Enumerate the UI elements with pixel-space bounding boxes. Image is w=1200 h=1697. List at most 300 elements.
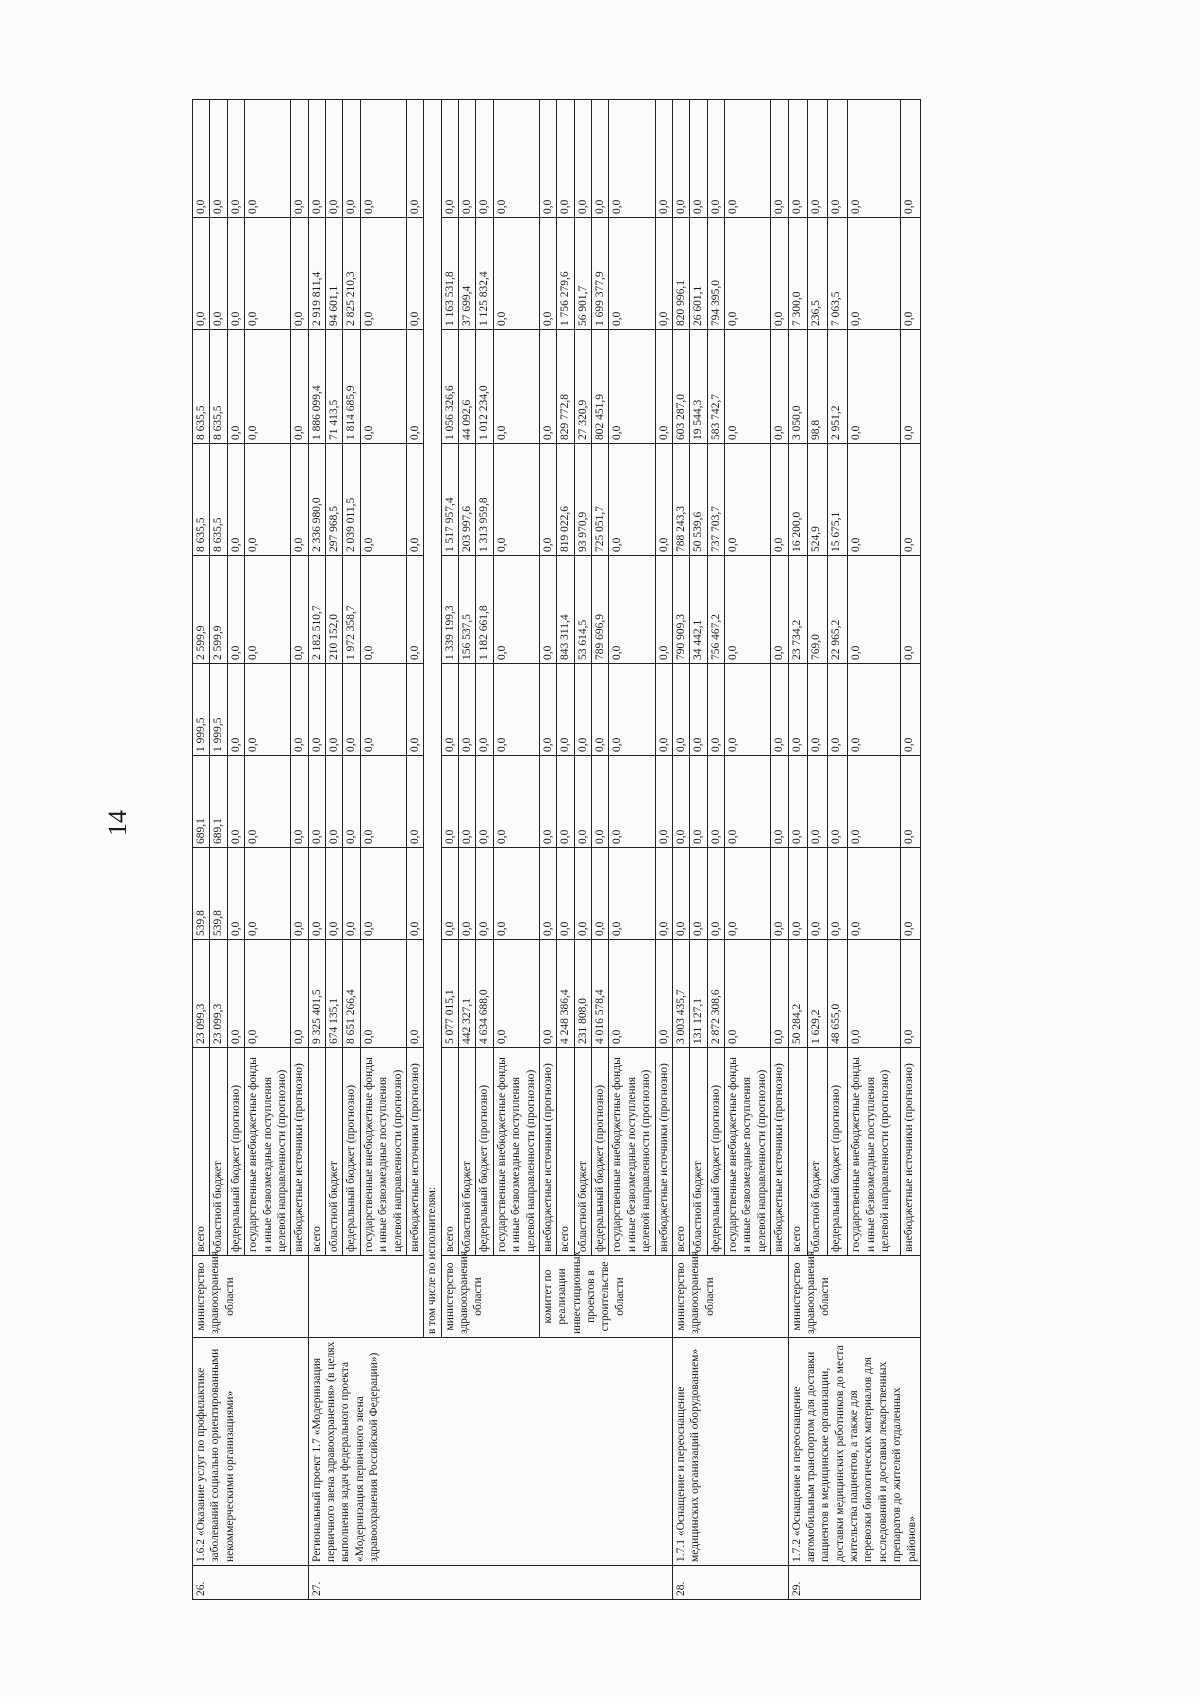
value-cell: 0,0 xyxy=(788,664,808,756)
value-cell: 0,0 xyxy=(771,556,788,664)
value-cell: 0,0 xyxy=(539,940,556,1048)
row-number: 26. xyxy=(193,1566,309,1600)
rotated-table-container xyxy=(192,100,1072,1600)
value-cell: 0,0 xyxy=(326,848,343,940)
value-cell: 8 635,5 xyxy=(210,330,227,444)
value-cell: 0,0 xyxy=(539,848,556,940)
funding-source: всего xyxy=(788,1048,808,1256)
value-cell: 0,0 xyxy=(900,218,920,330)
value-cell: 53 614,5 xyxy=(574,556,591,664)
value-cell: 0,0 xyxy=(245,100,291,218)
value-cell: 0,0 xyxy=(771,444,788,556)
value-cell: 37 699,4 xyxy=(459,218,476,330)
row-name: Региональный проект 1.7 «Модернизация первичного звена здравоохранения» (в целях выполнения задач федерального проекта «Модернизация первичного звена здравоохранения Российской Федерации») xyxy=(308,1338,672,1566)
executor xyxy=(308,1256,424,1338)
value-cell: 0,0 xyxy=(707,664,724,756)
value-cell: 0,0 xyxy=(848,330,901,444)
value-cell: 0,0 xyxy=(539,100,556,218)
value-cell: 802 451,9 xyxy=(592,330,609,444)
value-cell: 1 999,5 xyxy=(193,664,210,756)
value-cell: 0,0 xyxy=(771,218,788,330)
value-cell: 0,0 xyxy=(291,330,308,444)
value-cell: 0,0 xyxy=(900,664,920,756)
value-cell: 0,0 xyxy=(406,218,423,330)
value-cell: 0,0 xyxy=(360,218,406,330)
value-cell: 0,0 xyxy=(828,664,848,756)
value-cell: 2 599,9 xyxy=(210,556,227,664)
value-cell: 0,0 xyxy=(476,756,493,848)
value-cell: 0,0 xyxy=(493,556,539,664)
value-cell: 0,0 xyxy=(725,940,771,1048)
value-cell: 0,0 xyxy=(441,100,458,218)
value-cell: 0,0 xyxy=(828,756,848,848)
value-cell: 0,0 xyxy=(539,664,556,756)
value-cell: 0,0 xyxy=(493,100,539,218)
value-cell: 583 742,7 xyxy=(707,330,724,444)
value-cell: 0,0 xyxy=(655,444,672,556)
value-cell: 0,0 xyxy=(360,756,406,848)
table-body xyxy=(193,100,921,1600)
value-cell: 794 395,0 xyxy=(707,218,724,330)
funding-source: внебюджетные источники (прогнозно) xyxy=(655,1048,672,1256)
funding-source: внебюджетные источники (прогнозно) xyxy=(900,1048,920,1256)
value-cell: 0,0 xyxy=(592,664,609,756)
value-cell: 27 320,9 xyxy=(574,330,591,444)
value-cell: 0,0 xyxy=(808,100,828,218)
value-cell: 0,0 xyxy=(655,756,672,848)
value-cell: 0,0 xyxy=(343,756,360,848)
value-cell: 0,0 xyxy=(771,330,788,444)
value-cell: 0,0 xyxy=(459,848,476,940)
value-cell: 4 248 386,4 xyxy=(557,940,574,1048)
value-cell: 0,0 xyxy=(245,756,291,848)
value-cell: 1 629,2 xyxy=(808,940,828,1048)
value-cell: 0,0 xyxy=(900,330,920,444)
value-cell: 0,0 xyxy=(848,556,901,664)
value-cell: 8 635,5 xyxy=(193,444,210,556)
funding-source: федеральный бюджет (прогнозно) xyxy=(343,1048,360,1256)
value-cell: 71 413,5 xyxy=(326,330,343,444)
value-cell: 0,0 xyxy=(227,444,244,556)
value-cell: 0,0 xyxy=(245,444,291,556)
value-cell: 0,0 xyxy=(771,848,788,940)
value-cell: 15 675,1 xyxy=(828,444,848,556)
value-cell: 790 909,3 xyxy=(672,556,689,664)
value-cell: 0,0 xyxy=(771,664,788,756)
value-cell: 603 287,0 xyxy=(672,330,689,444)
value-cell: 0,0 xyxy=(788,756,808,848)
funding-source: государственные внебюджетные фонды и иные безвозмездные поступления целевой направленности (прогнозно) xyxy=(609,1048,655,1256)
value-cell: 0,0 xyxy=(291,664,308,756)
value-cell: 0,0 xyxy=(900,756,920,848)
value-cell: 7 300,0 xyxy=(788,218,808,330)
value-cell: 0,0 xyxy=(476,664,493,756)
value-cell: 819 022,6 xyxy=(557,444,574,556)
value-cell: 725 051,7 xyxy=(592,444,609,556)
value-cell: 0,0 xyxy=(609,848,655,940)
value-cell: 0,0 xyxy=(557,100,574,218)
value-cell: 5 077 015,1 xyxy=(441,940,458,1048)
table-row xyxy=(308,100,325,1600)
value-cell: 93 970,9 xyxy=(574,444,591,556)
value-cell: 0,0 xyxy=(493,218,539,330)
value-cell: 0,0 xyxy=(406,756,423,848)
value-cell: 8 635,5 xyxy=(210,444,227,556)
value-cell: 0,0 xyxy=(291,100,308,218)
value-cell: 2 951,2 xyxy=(828,330,848,444)
value-cell: 0,0 xyxy=(493,848,539,940)
value-cell: 0,0 xyxy=(210,100,227,218)
row-number: 27. xyxy=(308,1566,672,1600)
value-cell: 0,0 xyxy=(406,664,423,756)
value-cell: 0,0 xyxy=(291,556,308,664)
value-cell: 0,0 xyxy=(725,556,771,664)
value-cell: 539,8 xyxy=(210,848,227,940)
value-cell: 0,0 xyxy=(771,940,788,1048)
value-cell: 9 325 401,5 xyxy=(308,940,325,1048)
value-cell: 0,0 xyxy=(707,756,724,848)
value-cell: 0,0 xyxy=(308,100,325,218)
value-cell: 0,0 xyxy=(900,444,920,556)
value-cell: 0,0 xyxy=(725,330,771,444)
value-cell: 0,0 xyxy=(725,218,771,330)
value-cell: 0,0 xyxy=(210,218,227,330)
value-cell: 0,0 xyxy=(609,444,655,556)
value-cell: 94 601,1 xyxy=(326,218,343,330)
value-cell: 1 999,5 xyxy=(210,664,227,756)
value-cell: 0,0 xyxy=(227,756,244,848)
value-cell: 4 634 688,0 xyxy=(476,940,493,1048)
value-cell: 48 655,0 xyxy=(828,940,848,1048)
table-row xyxy=(193,100,210,1600)
funding-source: государственные внебюджетные фонды и иные безвозмездные поступления целевой направленности (прогнозно) xyxy=(848,1048,901,1256)
value-cell: 0,0 xyxy=(808,756,828,848)
value-cell: 0,0 xyxy=(193,218,210,330)
value-cell: 0,0 xyxy=(690,848,707,940)
value-cell: 0,0 xyxy=(655,218,672,330)
value-cell: 0,0 xyxy=(360,444,406,556)
value-cell: 0,0 xyxy=(707,100,724,218)
value-cell: 0,0 xyxy=(655,940,672,1048)
value-cell: 0,0 xyxy=(788,848,808,940)
value-cell: 0,0 xyxy=(592,756,609,848)
value-cell: 0,0 xyxy=(459,100,476,218)
value-cell: 0,0 xyxy=(725,444,771,556)
value-cell: 0,0 xyxy=(828,848,848,940)
value-cell: 1 182 661,8 xyxy=(476,556,493,664)
value-cell: 0,0 xyxy=(493,330,539,444)
value-cell: 0,0 xyxy=(227,556,244,664)
value-cell: 0,0 xyxy=(900,100,920,218)
value-cell: 50 539,6 xyxy=(690,444,707,556)
funding-source: федеральный бюджет (прогнозно) xyxy=(828,1048,848,1256)
value-cell: 0,0 xyxy=(788,100,808,218)
value-cell: 2 919 811,4 xyxy=(308,218,325,330)
value-cell: 0,0 xyxy=(406,100,423,218)
funding-source: внебюджетные источники (прогнозно) xyxy=(771,1048,788,1256)
value-cell: 689,1 xyxy=(193,756,210,848)
value-cell: 0,0 xyxy=(476,848,493,940)
value-cell: 0,0 xyxy=(848,664,901,756)
value-cell: 1 699 377,9 xyxy=(592,218,609,330)
value-cell: 0,0 xyxy=(574,664,591,756)
value-cell: 0,0 xyxy=(592,848,609,940)
funding-source: государственные внебюджетные фонды и иные безвозмездные поступления целевой направленности (прогнозно) xyxy=(245,1048,291,1256)
value-cell: 0,0 xyxy=(459,756,476,848)
row-number: 29. xyxy=(788,1566,920,1600)
value-cell: 98,8 xyxy=(808,330,828,444)
value-cell: 23 099,3 xyxy=(193,940,210,1048)
value-cell: 0,0 xyxy=(308,664,325,756)
value-cell: 0,0 xyxy=(771,100,788,218)
value-cell: 19 544,3 xyxy=(690,330,707,444)
value-cell: 0,0 xyxy=(227,940,244,1048)
value-cell: 8 651 266,4 xyxy=(343,940,360,1048)
value-cell: 0,0 xyxy=(557,756,574,848)
value-cell: 0,0 xyxy=(672,100,689,218)
value-cell: 16 200,0 xyxy=(788,444,808,556)
value-cell: 23 734,2 xyxy=(788,556,808,664)
value-cell: 0,0 xyxy=(690,100,707,218)
value-cell: 1 756 279,6 xyxy=(557,218,574,330)
value-cell: 0,0 xyxy=(493,756,539,848)
value-cell: 442 327,1 xyxy=(459,940,476,1048)
value-cell: 0,0 xyxy=(672,848,689,940)
value-cell: 26 601,1 xyxy=(690,218,707,330)
value-cell: 1 056 326,6 xyxy=(441,330,458,444)
value-cell: 2 825 210,3 xyxy=(343,218,360,330)
value-cell: 22 965,2 xyxy=(828,556,848,664)
table-row xyxy=(672,100,689,1600)
value-cell: 0,0 xyxy=(672,664,689,756)
funding-source: областной бюджет xyxy=(326,1048,343,1256)
value-cell: 0,0 xyxy=(476,100,493,218)
value-cell: 0,0 xyxy=(360,330,406,444)
value-cell: 0,0 xyxy=(245,940,291,1048)
value-cell: 0,0 xyxy=(291,940,308,1048)
value-cell: 0,0 xyxy=(609,330,655,444)
value-cell: 0,0 xyxy=(900,940,920,1048)
funding-source: всего xyxy=(441,1048,458,1256)
value-cell: 0,0 xyxy=(707,848,724,940)
value-cell: 0,0 xyxy=(245,330,291,444)
funding-source: всего xyxy=(557,1048,574,1256)
value-cell: 2 039 011,5 xyxy=(343,444,360,556)
value-cell: 0,0 xyxy=(725,756,771,848)
funding-source: областной бюджет xyxy=(459,1048,476,1256)
value-cell: 1 886 099,4 xyxy=(308,330,325,444)
value-cell: 0,0 xyxy=(227,100,244,218)
value-cell: 0,0 xyxy=(406,556,423,664)
value-cell: 0,0 xyxy=(574,848,591,940)
funding-source: всего xyxy=(308,1048,325,1256)
value-cell: 0,0 xyxy=(245,556,291,664)
sub-executor: комитет по реализации инвестиционных проектов в строительстве области xyxy=(539,1256,672,1338)
value-cell: 297 968,5 xyxy=(326,444,343,556)
value-cell: 236,5 xyxy=(808,218,828,330)
value-cell: 0,0 xyxy=(557,664,574,756)
value-cell: 0,0 xyxy=(808,664,828,756)
value-cell: 0,0 xyxy=(326,100,343,218)
row-name: 1.7.2 «Оснащение и переоснащение автомобильным транспортом для доставки пациентов в медицинские организации, доставки медицинских работников до места жительства пациентов, а также для перевозки биологических материалов для исследований и доставки лекарственных препаратов до жителей отдаленных районов» xyxy=(788,1338,920,1566)
value-cell: 0,0 xyxy=(848,848,901,940)
value-cell: 0,0 xyxy=(360,100,406,218)
value-cell: 1 163 531,8 xyxy=(441,218,458,330)
funding-source: федеральный бюджет (прогнозно) xyxy=(592,1048,609,1256)
value-cell: 689,1 xyxy=(210,756,227,848)
value-cell: 0,0 xyxy=(227,330,244,444)
value-cell: 0,0 xyxy=(406,848,423,940)
value-cell: 0,0 xyxy=(343,848,360,940)
value-cell: 0,0 xyxy=(672,756,689,848)
value-cell: 0,0 xyxy=(227,218,244,330)
value-cell: 0,0 xyxy=(655,664,672,756)
row-name: 1.7.1 «Оснащение и переоснащение медицинских организаций оборудованием» xyxy=(672,1338,788,1566)
value-cell: 8 635,5 xyxy=(193,330,210,444)
funding-source: внебюджетные источники (прогнозно) xyxy=(406,1048,423,1256)
value-cell: 7 063,5 xyxy=(828,218,848,330)
value-cell: 0,0 xyxy=(655,848,672,940)
value-cell: 0,0 xyxy=(574,756,591,848)
value-cell: 23 099,3 xyxy=(210,940,227,1048)
value-cell: 1 972 358,7 xyxy=(343,556,360,664)
value-cell: 0,0 xyxy=(771,756,788,848)
subheader: в том числе по исполнителям: xyxy=(424,100,441,1338)
funding-source: всего xyxy=(193,1048,210,1256)
funding-source: государственные внебюджетные фонды и иные безвозмездные поступления целевой направленности (прогнозно) xyxy=(360,1048,406,1256)
value-cell: 0,0 xyxy=(291,848,308,940)
sub-executor: министерство здравоохранения области xyxy=(441,1256,539,1338)
executor: министерство здравоохранения области xyxy=(672,1256,788,1338)
value-cell: 539,8 xyxy=(193,848,210,940)
value-cell: 210 152,0 xyxy=(326,556,343,664)
value-cell: 0,0 xyxy=(193,100,210,218)
value-cell: 0,0 xyxy=(291,756,308,848)
value-cell: 2 872 308,6 xyxy=(707,940,724,1048)
value-cell: 50 284,2 xyxy=(788,940,808,1048)
value-cell: 788 243,3 xyxy=(672,444,689,556)
value-cell: 156 537,5 xyxy=(459,556,476,664)
value-cell: 0,0 xyxy=(609,756,655,848)
value-cell: 0,0 xyxy=(725,848,771,940)
row-number: 28. xyxy=(672,1566,788,1600)
funding-source: областной бюджет xyxy=(574,1048,591,1256)
value-cell: 0,0 xyxy=(493,940,539,1048)
value-cell: 769,0 xyxy=(808,556,828,664)
value-cell: 1 814 685,9 xyxy=(343,330,360,444)
value-cell: 0,0 xyxy=(308,756,325,848)
funding-source: государственные внебюджетные фонды и иные безвозмездные поступления целевой направленности (прогнозно) xyxy=(725,1048,771,1256)
value-cell: 0,0 xyxy=(848,756,901,848)
value-cell: 3 003 435,7 xyxy=(672,940,689,1048)
value-cell: 0,0 xyxy=(574,100,591,218)
value-cell: 0,0 xyxy=(406,940,423,1048)
value-cell: 524,9 xyxy=(808,444,828,556)
budget-table xyxy=(192,99,921,1600)
funding-source: государственные внебюджетные фонды и иные безвозмездные поступления целевой направленности (прогнозно) xyxy=(493,1048,539,1256)
value-cell: 0,0 xyxy=(441,848,458,940)
executor: министерство здравоохранения области xyxy=(788,1256,920,1338)
value-cell: 44 092,6 xyxy=(459,330,476,444)
value-cell: 0,0 xyxy=(291,218,308,330)
value-cell: 0,0 xyxy=(459,664,476,756)
value-cell: 0,0 xyxy=(245,218,291,330)
value-cell: 0,0 xyxy=(848,444,901,556)
value-cell: 789 696,9 xyxy=(592,556,609,664)
value-cell: 56 901,7 xyxy=(574,218,591,330)
value-cell: 0,0 xyxy=(655,556,672,664)
value-cell: 0,0 xyxy=(227,848,244,940)
value-cell: 829 772,8 xyxy=(557,330,574,444)
value-cell: 0,0 xyxy=(539,444,556,556)
funding-source: внебюджетные источники (прогнозно) xyxy=(539,1048,556,1256)
value-cell: 0,0 xyxy=(900,556,920,664)
funding-source: областной бюджет xyxy=(690,1048,707,1256)
value-cell: 0,0 xyxy=(291,444,308,556)
value-cell: 0,0 xyxy=(360,556,406,664)
value-cell: 4 016 578,4 xyxy=(592,940,609,1048)
value-cell: 0,0 xyxy=(326,756,343,848)
funding-source: федеральный бюджет (прогнозно) xyxy=(707,1048,724,1256)
page-number: 14 xyxy=(103,810,132,836)
value-cell: 203 997,6 xyxy=(459,444,476,556)
funding-source: федеральный бюджет (прогнозно) xyxy=(227,1048,244,1256)
value-cell: 231 808,0 xyxy=(574,940,591,1048)
value-cell: 131 127,1 xyxy=(690,940,707,1048)
value-cell: 1 012 234,0 xyxy=(476,330,493,444)
value-cell: 0,0 xyxy=(343,100,360,218)
value-cell: 2 182 510,7 xyxy=(308,556,325,664)
value-cell: 0,0 xyxy=(848,100,901,218)
value-cell: 0,0 xyxy=(690,664,707,756)
funding-source: федеральный бюджет (прогнозно) xyxy=(476,1048,493,1256)
value-cell: 0,0 xyxy=(539,556,556,664)
value-cell: 1 313 959,8 xyxy=(476,444,493,556)
value-cell: 0,0 xyxy=(406,444,423,556)
value-cell: 0,0 xyxy=(308,848,325,940)
value-cell: 0,0 xyxy=(609,940,655,1048)
value-cell: 0,0 xyxy=(493,664,539,756)
value-cell: 0,0 xyxy=(808,848,828,940)
funding-source: всего xyxy=(672,1048,689,1256)
value-cell: 674 135,1 xyxy=(326,940,343,1048)
value-cell: 0,0 xyxy=(493,444,539,556)
funding-source: областной бюджет xyxy=(808,1048,828,1256)
executor: министерство здравоохранения области xyxy=(193,1256,309,1338)
value-cell: 0,0 xyxy=(227,664,244,756)
value-cell: 0,0 xyxy=(245,848,291,940)
value-cell: 1 517 957,4 xyxy=(441,444,458,556)
value-cell: 0,0 xyxy=(655,330,672,444)
value-cell: 756 467,2 xyxy=(707,556,724,664)
value-cell: 0,0 xyxy=(539,330,556,444)
value-cell: 820 996,1 xyxy=(672,218,689,330)
value-cell: 3 050,0 xyxy=(788,330,808,444)
value-cell: 0,0 xyxy=(592,100,609,218)
value-cell: 0,0 xyxy=(609,100,655,218)
funding-source: областной бюджет xyxy=(210,1048,227,1256)
value-cell: 0,0 xyxy=(343,664,360,756)
value-cell: 0,0 xyxy=(655,100,672,218)
value-cell: 0,0 xyxy=(360,940,406,1048)
value-cell: 0,0 xyxy=(245,664,291,756)
value-cell: 0,0 xyxy=(360,664,406,756)
value-cell: 34 442,1 xyxy=(690,556,707,664)
value-cell: 0,0 xyxy=(690,756,707,848)
value-cell: 2 336 980,0 xyxy=(308,444,325,556)
value-cell: 0,0 xyxy=(539,218,556,330)
value-cell: 0,0 xyxy=(360,848,406,940)
